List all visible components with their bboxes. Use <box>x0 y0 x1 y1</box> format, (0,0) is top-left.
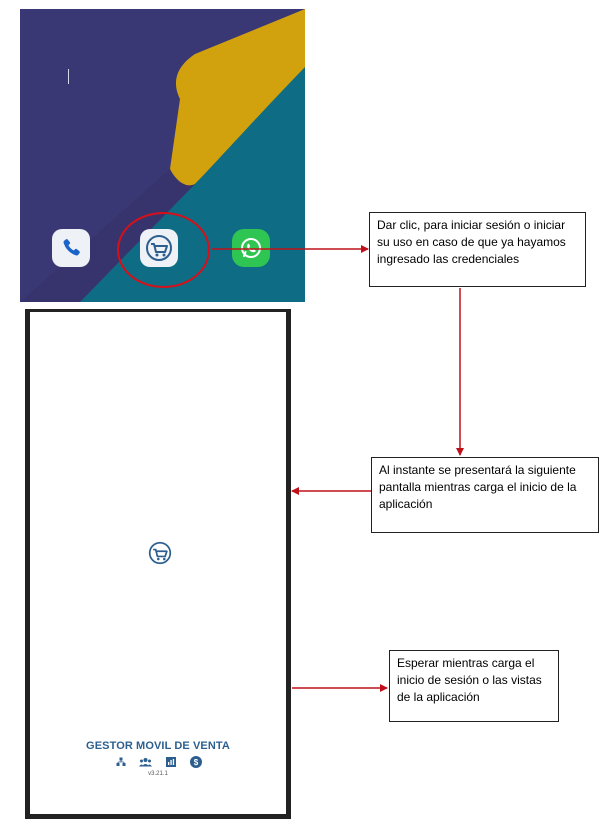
phone-icon[interactable] <box>52 229 90 267</box>
splash-screen-screenshot <box>25 309 291 819</box>
callout-step-3: Esperar mientras carga el inicio de sesión o las vistas de la aplicación <box>389 650 559 722</box>
text-cursor <box>68 69 69 84</box>
home-screen-screenshot <box>20 9 305 302</box>
gestor-logo-icon <box>148 541 172 565</box>
app-version: v3.21.1 <box>148 771 168 777</box>
hierarchy-icon <box>114 755 127 768</box>
svg-text:$: $ <box>193 757 198 767</box>
feature-icons <box>30 755 286 768</box>
callout-step-1: Dar clic, para iniciar sesión o iniciar su uso en caso de que ya hayamos ingresado las credenciales <box>369 212 586 287</box>
highlight-ring <box>117 212 210 288</box>
dollar-icon <box>189 755 202 768</box>
app-title: GESTOR MOVIL DE VENTA <box>86 740 230 752</box>
whatsapp-icon[interactable] <box>232 229 270 267</box>
callout-step-2: Al instante se presentará la siguiente pantalla mientras carga el inicio de la aplicación <box>371 457 599 533</box>
chart-icon <box>164 755 177 768</box>
users-icon <box>139 755 152 768</box>
